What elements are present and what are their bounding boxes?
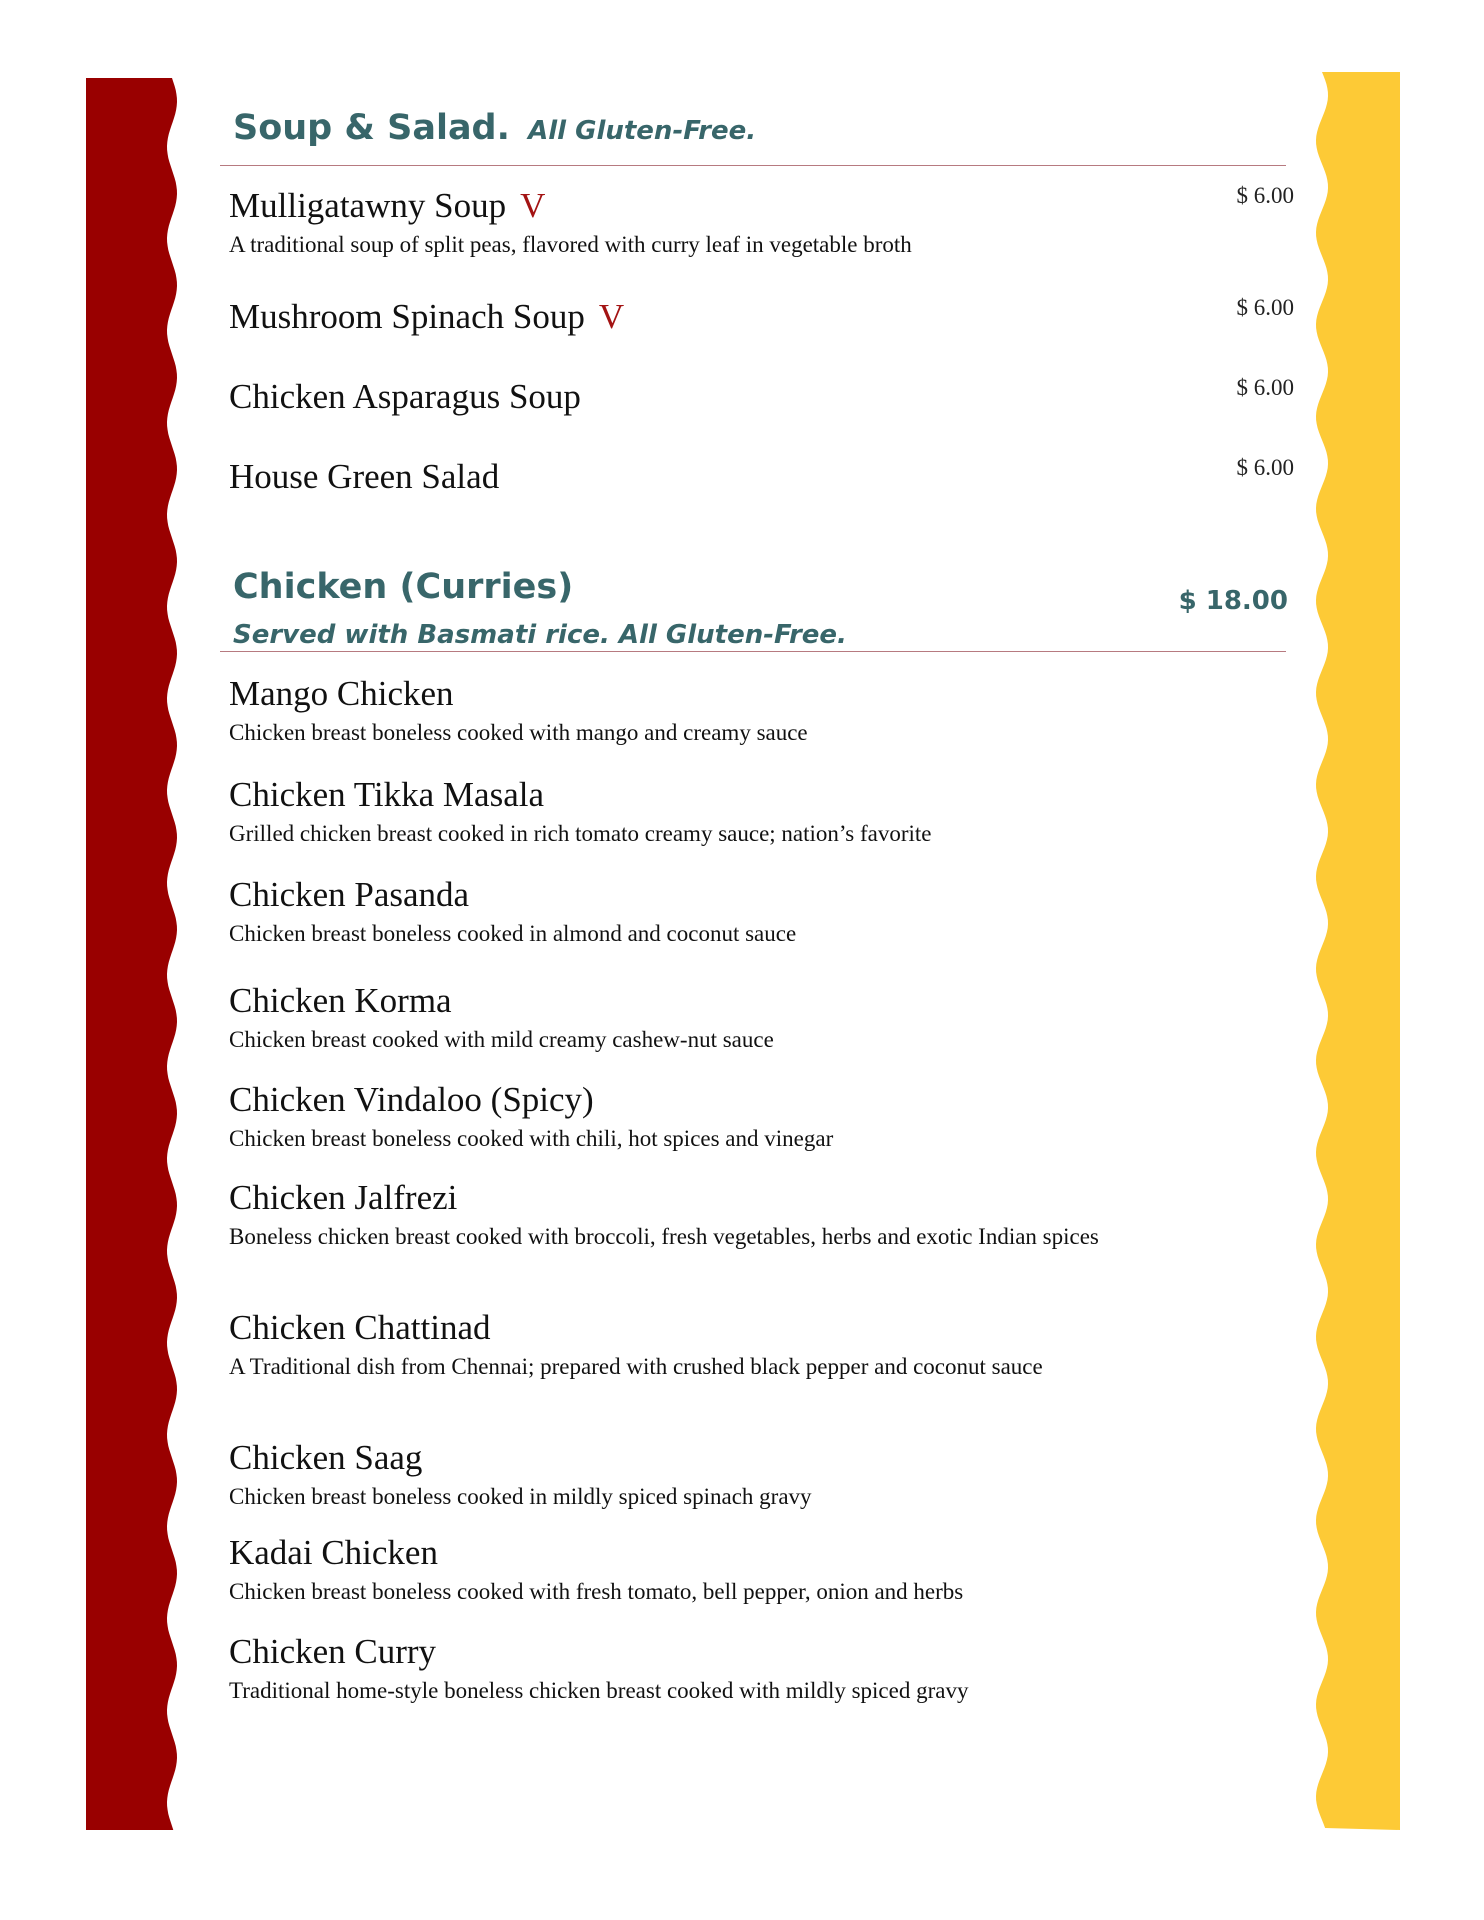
menu-item [229,297,1189,337]
menu-item [229,1533,1189,1608]
menu-item [229,1178,1189,1253]
item-description: Chicken breast boneless cooked in mildly spiced spinach gravy [229,1484,812,1509]
soup-salad-subtitle: All Gluten-Free. [528,116,757,146]
item-name: Chicken Vindaloo (Spicy) [229,1080,594,1119]
item-name: Mango Chicken [229,674,454,713]
item-name: Mushroom Spinach Soup [229,297,585,336]
item-description: Chicken breast boneless cooked with chili, hot spices and vinegar [229,1126,834,1151]
menu-item [229,1080,1189,1155]
chicken-price: $ 18.00 [1178,586,1288,616]
menu-item [229,875,1189,950]
item-name: Chicken Pasanda [229,875,470,914]
item-description: Chicken breast boneless cooked with fresh tomato, bell pepper, onion and herbs [229,1579,964,1604]
item-name: Chicken Tikka Masala [229,775,544,814]
vegetarian-mark: V [520,186,546,225]
item-description: Traditional home-style boneless chicken breast cooked with mildly spiced gravy [229,1678,969,1703]
menu-item [229,1632,1189,1707]
item-price: $ 6.00 [1236,295,1294,320]
item-description: Chicken breast cooked with mild creamy cashew-nut sauce [229,1027,774,1052]
menu-item [229,1438,1189,1513]
chicken-subtitle: Served with Basmati rice. All Gluten-Free. [233,620,847,650]
item-name: Chicken Saag [229,1438,423,1477]
menu-item [229,377,1189,417]
soup-salad-divider [220,165,1286,166]
menu-item [229,775,1189,850]
menu-item [229,674,1189,749]
menu-item [229,981,1189,1056]
vegetarian-mark: V [598,297,625,336]
item-name: Chicken Asparagus Soup [229,377,581,416]
item-name: Chicken Korma [229,981,452,1020]
item-description: Chicken breast boneless cooked with mango and creamy sauce [229,720,808,745]
item-description: A traditional soup of split peas, flavored with curry leaf in vegetable broth [229,232,912,257]
menu-item [229,1308,1189,1383]
item-description: Grilled chicken breast cooked in rich tomato creamy sauce; nation’s favorite [229,821,932,846]
menu-item [229,457,1189,497]
item-description: A Traditional dish from Chennai; prepared with crushed black pepper and coconut sauce [229,1354,1043,1379]
item-price: $ 6.00 [1236,183,1294,208]
item-description: Chicken breast boneless cooked in almond and coconut sauce [229,921,797,946]
item-price: $ 6.00 [1236,375,1294,400]
item-name-row [229,186,1189,226]
chicken-divider [220,651,1286,652]
soup-salad-heading [233,108,756,148]
item-price: $ 6.00 [1236,455,1294,480]
menu-item [229,186,1189,261]
item-name: Chicken Jalfrezi [229,1178,458,1217]
item-name: Chicken Chattinad [229,1308,491,1347]
item-name-row [229,297,1189,337]
chicken-heading: Chicken (Curries) [233,567,574,607]
item-name: Mulligatawny Soup [229,186,507,225]
item-name: Chicken Curry [229,1632,437,1671]
item-name: Kadai Chicken [229,1533,438,1572]
item-description: Boneless chicken breast cooked with broccoli, fresh vegetables, herbs and exotic Indian spices [229,1224,1099,1249]
soup-salad-title: Soup & Salad. [233,108,510,148]
item-name: House Green Salad [229,457,500,496]
